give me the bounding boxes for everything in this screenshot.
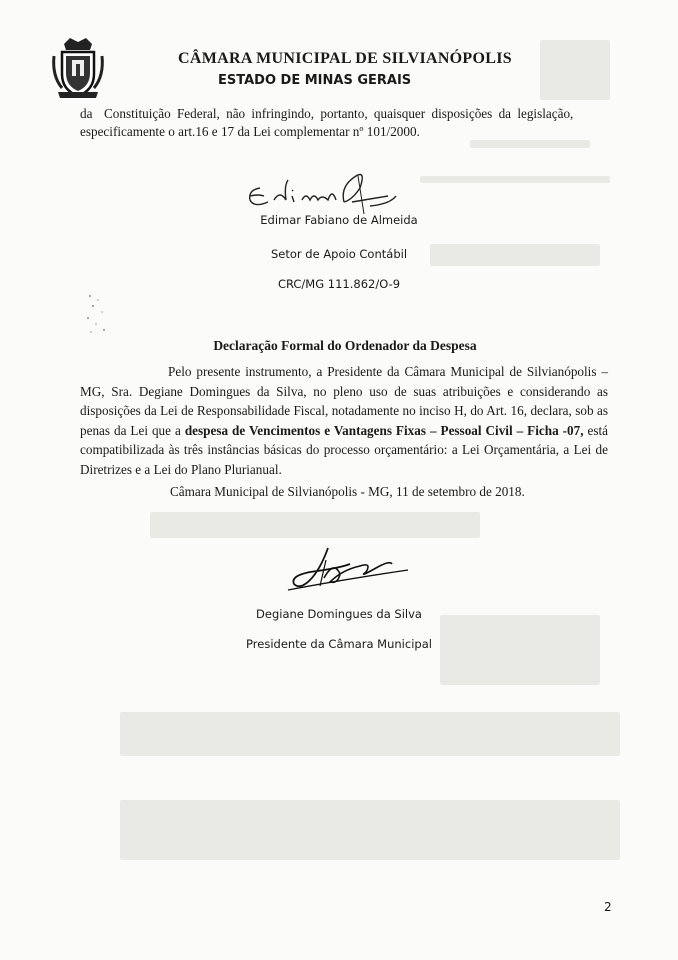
signatory1-name: Edimar Fabiano de Almeida xyxy=(260,213,418,227)
signature-degiane xyxy=(280,540,420,600)
declaration-text-after: está compatibilizada às três instâncias básicas do processo orçamentário: a Lei Orçamentária, a Lei de Diretrizes e a Lei do Plano Plurianual. xyxy=(80,422,609,477)
page-number: 2 xyxy=(604,900,612,914)
continuation-line-1: Constituição Federal, não infringindo, portanto, quaisquer disposições da legislação, xyxy=(104,106,574,121)
signatory2-name: Degiane Domingues da Silva xyxy=(256,607,422,621)
institution-title: CÂMARA MUNICIPAL DE SILVIANÓPOLIS xyxy=(178,50,512,67)
bleed-through-mark xyxy=(120,712,620,756)
bleed-through-mark xyxy=(470,140,590,148)
signatory1-role: Setor de Apoio Contábil xyxy=(270,247,408,261)
declaration-body xyxy=(80,362,608,480)
closing-place-date: Câmara Municipal de Silvianópolis - MG, 11 de setembro de 2018. xyxy=(170,484,525,499)
signatory2-role: Presidente da Câmara Municipal xyxy=(246,637,432,651)
declaration-text-before: Pelo presente instrumento, a Presidente da Câmara Municipal de Silvianópolis – MG, Sra. Degiane Domingues da Silva, no pleno uso de suas atribuições e considerando as disposições da Lei de Responsabilidade Fiscal, notadamente no inciso H, do Art. 16, declara, sob as penas da Lei que a xyxy=(80,364,608,438)
declaration-text-bold: despesa de Vencimentos e Vantagens Fixas – Pessoal Civil – Ficha -07, xyxy=(184,422,584,438)
bleed-through-crest xyxy=(540,40,610,100)
coat-of-arms-icon xyxy=(50,36,106,102)
continuation-prefix: da xyxy=(80,106,93,121)
scan-speckle xyxy=(84,292,110,336)
bleed-through-mark xyxy=(120,800,620,860)
bleed-through-mark xyxy=(420,176,610,183)
declaration-title: Declaração Formal do Ordenador da Despesa xyxy=(213,338,477,353)
signature-edimar xyxy=(240,166,400,216)
signatory1-registry: CRC/MG 111.862/O-9 xyxy=(277,277,401,291)
continuation-line-2: especificamente o art.16 e 17 da Lei complementar nº 101/2000. xyxy=(80,124,420,139)
state-subtitle: ESTADO DE MINAS GERAIS xyxy=(218,73,412,88)
bleed-through-mark xyxy=(150,512,480,538)
